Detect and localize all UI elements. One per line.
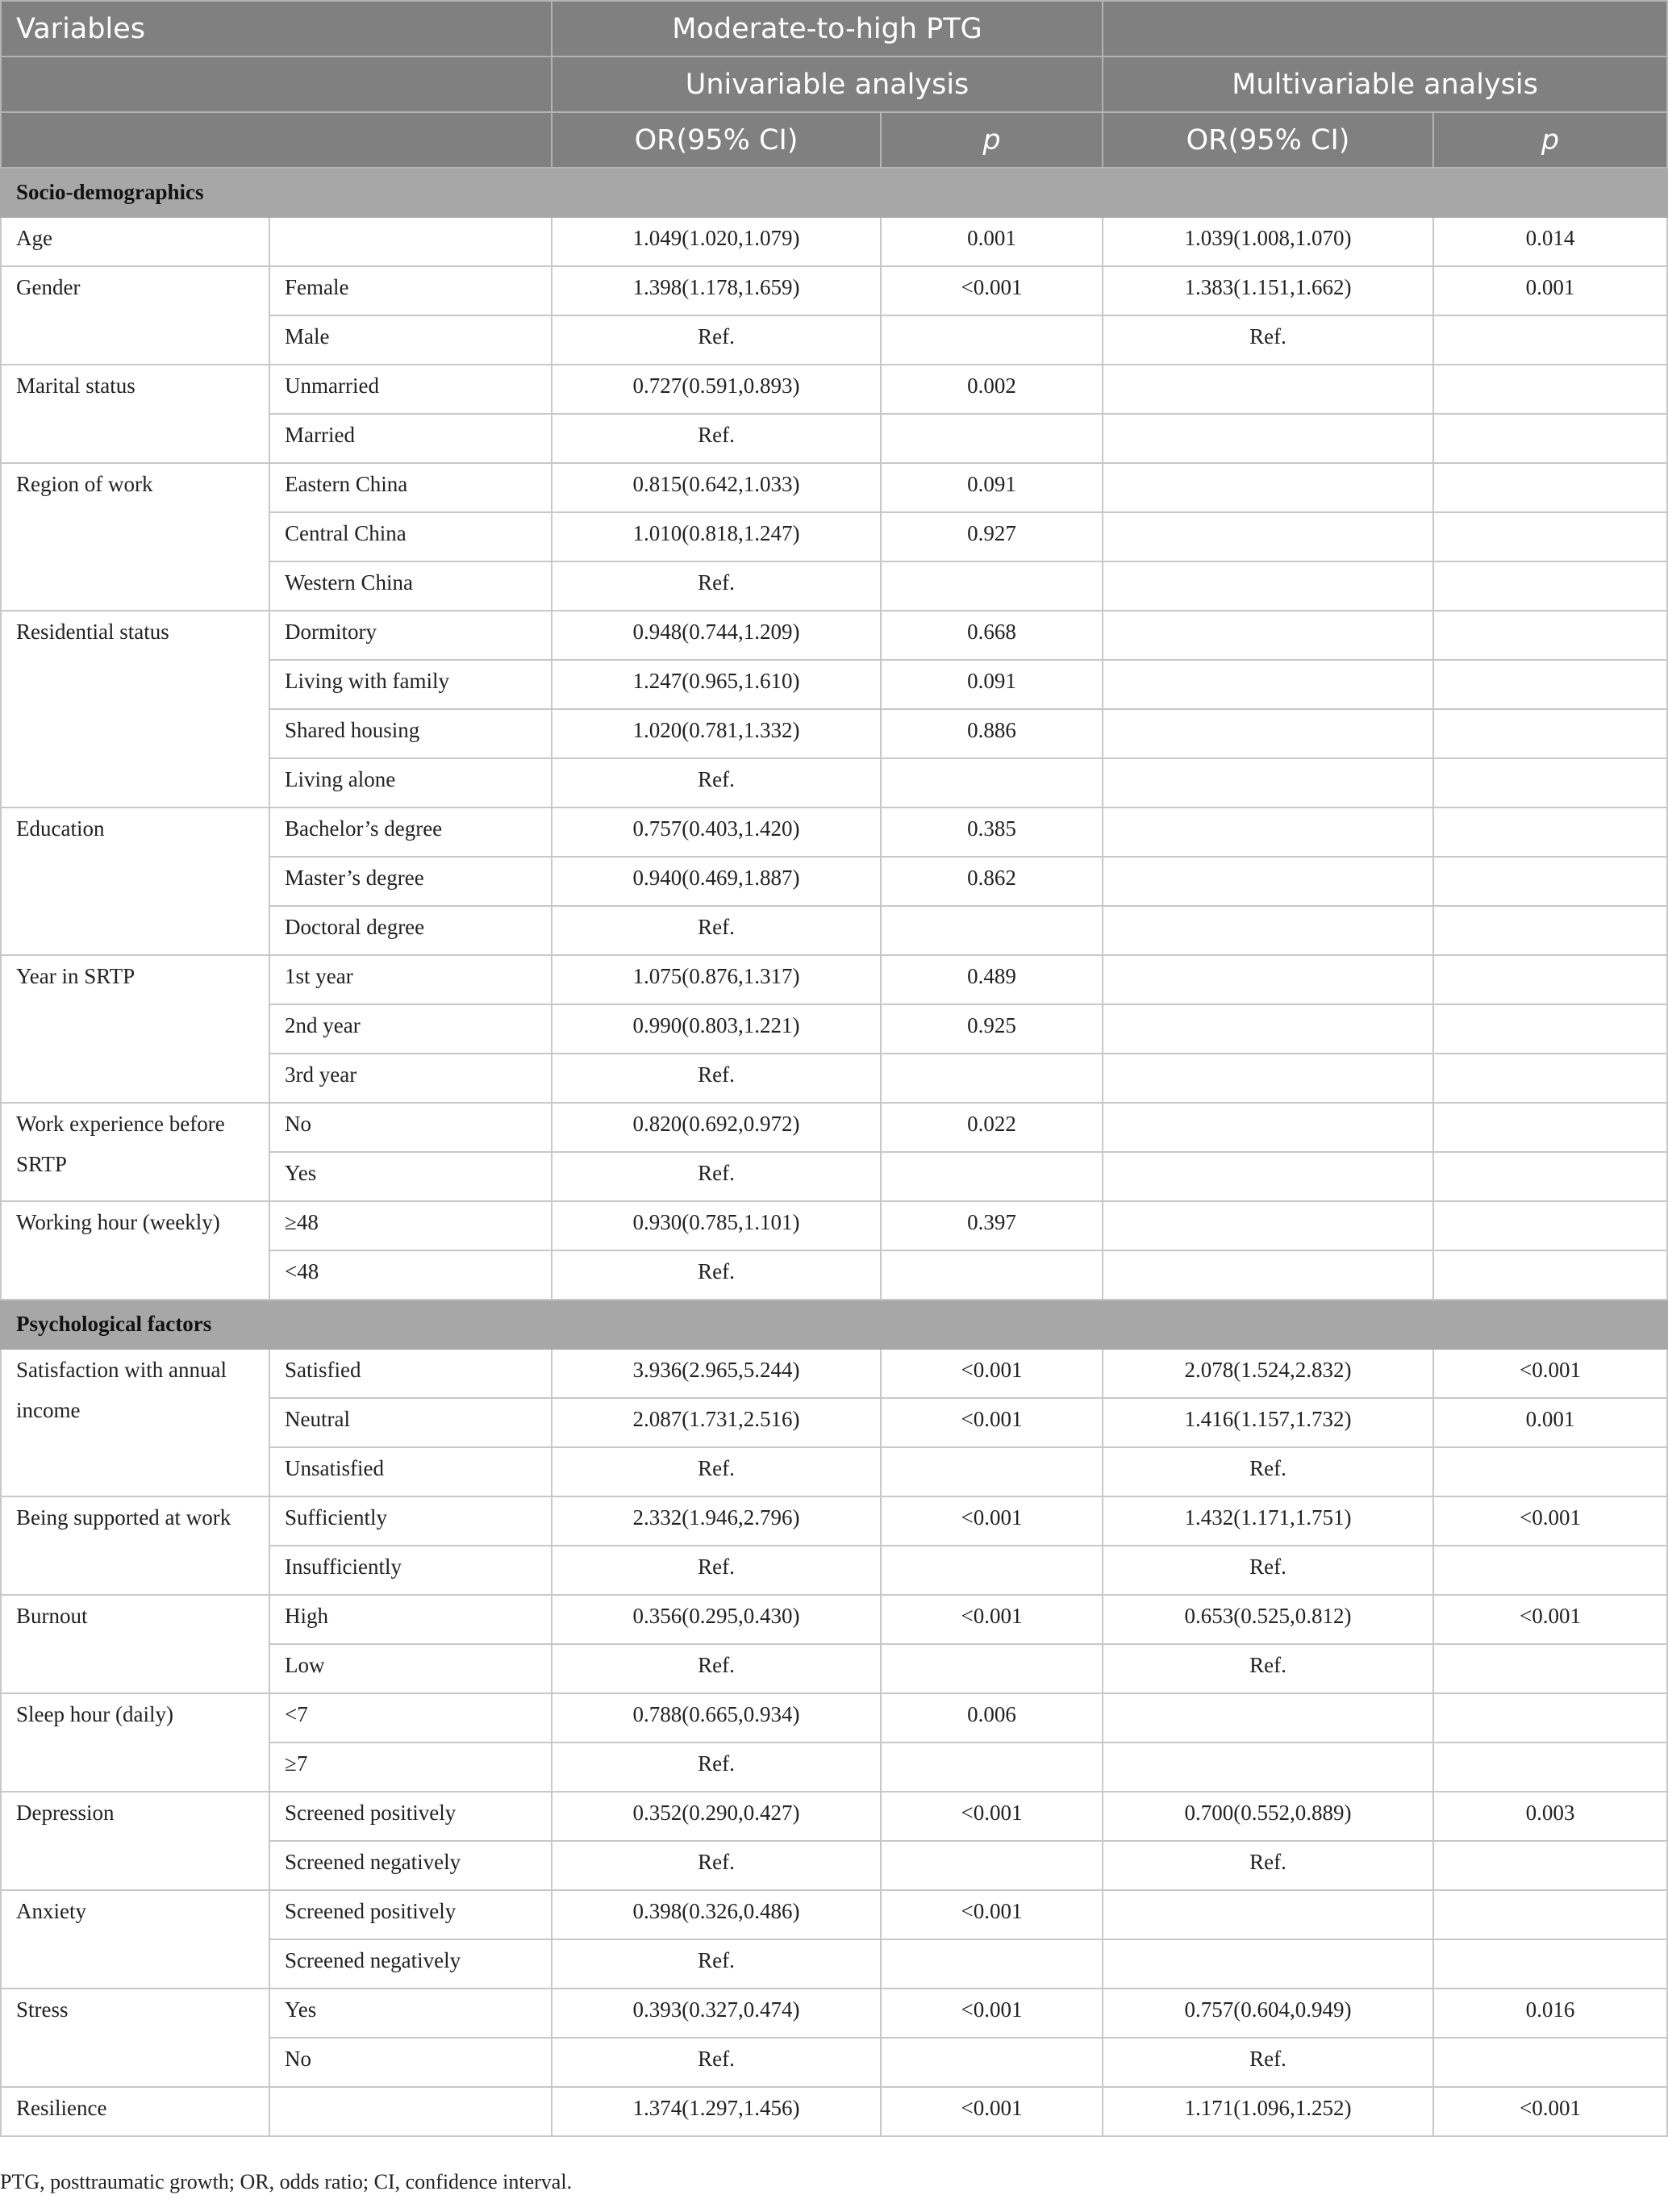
variable-cell: Marital status — [1, 365, 269, 463]
multi-p-cell — [1433, 1742, 1667, 1792]
level-cell: Screened positively — [269, 1890, 552, 1939]
uni-or-cell: Ref. — [552, 561, 881, 611]
uni-or-cell: Ref. — [552, 414, 881, 463]
uni-p-cell — [881, 1939, 1103, 1989]
uni-or-cell: Ref. — [552, 906, 881, 955]
uni-or-cell: 1.398(1.178,1.659) — [552, 266, 881, 315]
multi-p-cell — [1433, 709, 1667, 758]
multi-or-cell: Ref. — [1103, 1447, 1433, 1496]
table-row — [1, 2087, 1667, 2136]
uni-or-cell: 1.049(1.020,1.079) — [552, 217, 881, 266]
multi-p-cell — [1433, 1054, 1667, 1103]
header-multi-p: p — [1433, 112, 1667, 168]
variable-cell: Education — [1, 808, 269, 955]
uni-p-cell — [881, 1447, 1103, 1496]
multi-or-cell: Ref. — [1103, 1546, 1433, 1595]
uni-or-cell: Ref. — [552, 2038, 881, 2087]
variable-cell: Age — [1, 217, 269, 266]
level-cell — [269, 217, 552, 266]
level-cell: Unmarried — [269, 365, 552, 414]
table-header — [1, 1, 1667, 168]
multi-or-cell — [1103, 1742, 1433, 1792]
table-row — [1, 808, 1667, 857]
multi-p-cell — [1433, 808, 1667, 857]
uni-or-cell: 0.788(0.665,0.934) — [552, 1693, 881, 1742]
uni-or-cell: 0.930(0.785,1.101) — [552, 1201, 881, 1250]
multi-or-cell: 0.757(0.604,0.949) — [1103, 1989, 1433, 2038]
header-uni-p: p — [881, 112, 1103, 168]
uni-p-cell — [881, 315, 1103, 365]
multi-p-cell: <0.001 — [1433, 1496, 1667, 1546]
uni-p-cell: 0.001 — [881, 217, 1103, 266]
uni-p-cell — [881, 1054, 1103, 1103]
multi-or-cell — [1103, 1004, 1433, 1054]
multi-or-cell: 1.039(1.008,1.070) — [1103, 217, 1433, 266]
uni-or-cell: 3.936(2.965,5.244) — [552, 1349, 881, 1398]
multi-p-cell — [1433, 1939, 1667, 1989]
uni-p-cell: <0.001 — [881, 1989, 1103, 2038]
variable-cell: Year in SRTP — [1, 955, 269, 1103]
level-cell: Sufficiently — [269, 1496, 552, 1546]
multi-p-cell: 0.014 — [1433, 217, 1667, 266]
header-variables: Variables — [1, 1, 552, 56]
table-row — [1, 611, 1667, 660]
level-cell: Neutral — [269, 1398, 552, 1447]
level-cell: Bachelor’s degree — [269, 808, 552, 857]
uni-p-cell: 0.385 — [881, 808, 1103, 857]
level-cell: Western China — [269, 561, 552, 611]
section-row — [1, 1300, 1667, 1349]
multi-p-cell — [1433, 1447, 1667, 1496]
table-row — [1, 1595, 1667, 1644]
uni-p-cell: 0.022 — [881, 1103, 1103, 1152]
table-row — [1, 1103, 1667, 1152]
level-cell: Central China — [269, 512, 552, 561]
uni-or-cell: Ref. — [552, 1447, 881, 1496]
variable-cell: Residential status — [1, 611, 269, 808]
level-cell: ≥7 — [269, 1742, 552, 1792]
multi-p-cell: 0.001 — [1433, 1398, 1667, 1447]
header-multivariable: Multivariable analysis — [1103, 56, 1667, 112]
multi-p-cell — [1433, 463, 1667, 512]
level-cell: Living alone — [269, 758, 552, 808]
uni-p-cell — [881, 1250, 1103, 1300]
uni-p-cell — [881, 906, 1103, 955]
multi-or-cell: Ref. — [1103, 2038, 1433, 2087]
uni-p-cell: 0.006 — [881, 1693, 1103, 1742]
multi-or-cell: 1.432(1.171,1.751) — [1103, 1496, 1433, 1546]
multi-p-cell: <0.001 — [1433, 1349, 1667, 1398]
level-cell: <48 — [269, 1250, 552, 1300]
uni-or-cell: 1.020(0.781,1.332) — [552, 709, 881, 758]
uni-or-cell: 2.087(1.731,2.516) — [552, 1398, 881, 1447]
uni-or-cell: 0.948(0.744,1.209) — [552, 611, 881, 660]
header-uni-or: OR(95% CI) — [552, 112, 881, 168]
multi-p-cell — [1433, 906, 1667, 955]
uni-or-cell: 0.815(0.642,1.033) — [552, 463, 881, 512]
uni-p-cell: 0.668 — [881, 611, 1103, 660]
section-title: Socio-demographics — [1, 168, 1667, 217]
variable-cell: Stress — [1, 1989, 269, 2087]
multi-or-cell — [1103, 365, 1433, 414]
level-cell: Screened positively — [269, 1792, 552, 1841]
uni-or-cell: Ref. — [552, 315, 881, 365]
multi-p-cell — [1433, 857, 1667, 906]
level-cell: Doctoral degree — [269, 906, 552, 955]
variable-cell: Anxiety — [1, 1890, 269, 1989]
level-cell: Shared housing — [269, 709, 552, 758]
level-cell: Screened negatively — [269, 1939, 552, 1989]
level-cell: Low — [269, 1644, 552, 1693]
uni-or-cell: Ref. — [552, 1054, 881, 1103]
uni-p-cell: 0.091 — [881, 463, 1103, 512]
uni-or-cell: Ref. — [552, 1841, 881, 1890]
variable-cell: Working hour (weekly) — [1, 1201, 269, 1300]
multi-p-cell — [1433, 758, 1667, 808]
multi-or-cell — [1103, 561, 1433, 611]
multi-p-cell: <0.001 — [1433, 1595, 1667, 1644]
multi-p-cell — [1433, 660, 1667, 709]
level-cell: Male — [269, 315, 552, 365]
multi-or-cell — [1103, 758, 1433, 808]
table-row — [1, 1496, 1667, 1546]
level-cell: ≥48 — [269, 1201, 552, 1250]
multi-or-cell — [1103, 906, 1433, 955]
header-outcome: Moderate-to-high PTG — [552, 1, 1103, 56]
level-cell: 2nd year — [269, 1004, 552, 1054]
uni-or-cell: 0.990(0.803,1.221) — [552, 1004, 881, 1054]
multi-or-cell: Ref. — [1103, 315, 1433, 365]
multi-p-cell — [1433, 1201, 1667, 1250]
level-cell: No — [269, 1103, 552, 1152]
uni-or-cell: 0.356(0.295,0.430) — [552, 1595, 881, 1644]
table-row — [1, 1792, 1667, 1841]
variable-cell: Region of work — [1, 463, 269, 611]
header-univariable: Univariable analysis — [552, 56, 1103, 112]
variable-cell: Satisfaction with annual income — [1, 1349, 269, 1496]
multi-or-cell — [1103, 611, 1433, 660]
multi-or-cell — [1103, 1890, 1433, 1939]
table-row — [1, 1890, 1667, 1939]
multi-p-cell — [1433, 1890, 1667, 1939]
uni-or-cell: 0.393(0.327,0.474) — [552, 1989, 881, 2038]
multi-p-cell — [1433, 611, 1667, 660]
multi-p-cell: 0.016 — [1433, 1989, 1667, 2038]
uni-or-cell: Ref. — [552, 1742, 881, 1792]
multi-p-cell — [1433, 365, 1667, 414]
multi-or-cell — [1103, 463, 1433, 512]
uni-p-cell — [881, 2038, 1103, 2087]
uni-p-cell — [881, 758, 1103, 808]
level-cell: Satisfied — [269, 1349, 552, 1398]
uni-or-cell: 0.352(0.290,0.427) — [552, 1792, 881, 1841]
multi-p-cell: 0.001 — [1433, 266, 1667, 315]
variable-cell: Sleep hour (daily) — [1, 1693, 269, 1792]
uni-p-cell — [881, 1841, 1103, 1890]
section-row — [1, 168, 1667, 217]
header-blank — [1, 112, 552, 168]
multi-p-cell — [1433, 561, 1667, 611]
header-multi-or: OR(95% CI) — [1103, 112, 1433, 168]
uni-or-cell: 0.757(0.403,1.420) — [552, 808, 881, 857]
multi-or-cell — [1103, 808, 1433, 857]
multi-or-cell — [1103, 1152, 1433, 1201]
multi-or-cell: 1.171(1.096,1.252) — [1103, 2087, 1433, 2136]
multi-p-cell — [1433, 1152, 1667, 1201]
uni-p-cell: <0.001 — [881, 1349, 1103, 1398]
header-blank — [1103, 1, 1667, 56]
uni-p-cell: 0.927 — [881, 512, 1103, 561]
multi-p-cell — [1433, 955, 1667, 1004]
uni-p-cell: 0.397 — [881, 1201, 1103, 1250]
table-row — [1, 955, 1667, 1004]
multi-or-cell — [1103, 1250, 1433, 1300]
multi-or-cell — [1103, 1693, 1433, 1742]
uni-p-cell: 0.886 — [881, 709, 1103, 758]
uni-p-cell — [881, 414, 1103, 463]
multi-or-cell — [1103, 709, 1433, 758]
multi-p-cell — [1433, 1250, 1667, 1300]
uni-or-cell: Ref. — [552, 1546, 881, 1595]
variable-cell: Being supported at work — [1, 1496, 269, 1595]
table-row — [1, 1989, 1667, 2038]
variable-cell: Gender — [1, 266, 269, 365]
variable-cell: Burnout — [1, 1595, 269, 1693]
multi-p-cell — [1433, 1103, 1667, 1152]
table-footnote: PTG, posttraumatic growth; OR, odds ratio; CI, confidence interval. — [0, 2170, 573, 2193]
table-row — [1, 217, 1667, 266]
multi-or-cell — [1103, 414, 1433, 463]
table-row — [1, 1201, 1667, 1250]
uni-p-cell — [881, 1152, 1103, 1201]
uni-p-cell: <0.001 — [881, 1398, 1103, 1447]
section-title: Psychological factors — [1, 1300, 1667, 1349]
multi-or-cell: 0.653(0.525,0.812) — [1103, 1595, 1433, 1644]
level-cell: Eastern China — [269, 463, 552, 512]
uni-or-cell: 1.010(0.818,1.247) — [552, 512, 881, 561]
uni-p-cell — [881, 561, 1103, 611]
uni-or-cell: 1.247(0.965,1.610) — [552, 660, 881, 709]
level-cell: Unsatisfied — [269, 1447, 552, 1496]
uni-p-cell: <0.001 — [881, 1496, 1103, 1546]
uni-or-cell: 2.332(1.946,2.796) — [552, 1496, 881, 1546]
multi-or-cell: Ref. — [1103, 1841, 1433, 1890]
uni-p-cell: <0.001 — [881, 2087, 1103, 2136]
uni-or-cell: 0.398(0.326,0.486) — [552, 1890, 881, 1939]
multi-or-cell — [1103, 955, 1433, 1004]
level-cell: Screened negatively — [269, 1841, 552, 1890]
multi-p-cell — [1433, 1693, 1667, 1742]
level-cell: Married — [269, 414, 552, 463]
multi-p-cell: 0.003 — [1433, 1792, 1667, 1841]
level-cell: Master’s degree — [269, 857, 552, 906]
level-cell: No — [269, 2038, 552, 2087]
multi-p-cell: <0.001 — [1433, 2087, 1667, 2136]
uni-or-cell: 1.374(1.297,1.456) — [552, 2087, 881, 2136]
multi-or-cell: Ref. — [1103, 1644, 1433, 1693]
uni-or-cell: Ref. — [552, 1152, 881, 1201]
multi-or-cell: 1.416(1.157,1.732) — [1103, 1398, 1433, 1447]
multi-p-cell — [1433, 1644, 1667, 1693]
uni-p-cell: <0.001 — [881, 1792, 1103, 1841]
variable-cell: Resilience — [1, 2087, 269, 2136]
uni-p-cell: 0.925 — [881, 1004, 1103, 1054]
variable-cell: Depression — [1, 1792, 269, 1890]
uni-or-cell: Ref. — [552, 1939, 881, 1989]
header-blank — [1, 56, 552, 112]
table-row — [1, 463, 1667, 512]
level-cell: High — [269, 1595, 552, 1644]
level-cell: Insufficiently — [269, 1546, 552, 1595]
uni-p-cell: <0.001 — [881, 1890, 1103, 1939]
uni-p-cell: 0.489 — [881, 955, 1103, 1004]
uni-or-cell: Ref. — [552, 1644, 881, 1693]
multi-p-cell — [1433, 1546, 1667, 1595]
uni-p-cell — [881, 1742, 1103, 1792]
level-cell: Female — [269, 266, 552, 315]
level-cell: 3rd year — [269, 1054, 552, 1103]
multi-or-cell: 2.078(1.524,2.832) — [1103, 1349, 1433, 1398]
multi-or-cell — [1103, 1103, 1433, 1152]
table-row — [1, 1693, 1667, 1742]
uni-p-cell: 0.862 — [881, 857, 1103, 906]
uni-p-cell: 0.091 — [881, 660, 1103, 709]
multi-or-cell: 1.383(1.151,1.662) — [1103, 266, 1433, 315]
multi-or-cell: 0.700(0.552,0.889) — [1103, 1792, 1433, 1841]
multi-or-cell — [1103, 512, 1433, 561]
multi-p-cell — [1433, 414, 1667, 463]
multi-p-cell — [1433, 2038, 1667, 2087]
level-cell: Yes — [269, 1152, 552, 1201]
multi-or-cell — [1103, 1939, 1433, 1989]
multi-or-cell — [1103, 857, 1433, 906]
multi-or-cell — [1103, 1201, 1433, 1250]
variable-cell: Work experience before SRTP — [1, 1103, 269, 1201]
table-row — [1, 266, 1667, 315]
table-row — [1, 1349, 1667, 1398]
uni-p-cell: <0.001 — [881, 266, 1103, 315]
multi-or-cell — [1103, 660, 1433, 709]
uni-p-cell — [881, 1644, 1103, 1693]
uni-p-cell — [881, 1546, 1103, 1595]
level-cell: <7 — [269, 1693, 552, 1742]
uni-p-cell: 0.002 — [881, 365, 1103, 414]
level-cell: Dormitory — [269, 611, 552, 660]
table-row — [1, 365, 1667, 414]
multi-or-cell — [1103, 1054, 1433, 1103]
uni-or-cell: 1.075(0.876,1.317) — [552, 955, 881, 1004]
uni-or-cell: Ref. — [552, 1250, 881, 1300]
uni-or-cell: 0.940(0.469,1.887) — [552, 857, 881, 906]
level-cell: 1st year — [269, 955, 552, 1004]
uni-or-cell: 0.820(0.692,0.972) — [552, 1103, 881, 1152]
uni-or-cell: 0.727(0.591,0.893) — [552, 365, 881, 414]
uni-or-cell: Ref. — [552, 758, 881, 808]
multi-p-cell — [1433, 512, 1667, 561]
level-cell — [269, 2087, 552, 2136]
multi-p-cell — [1433, 1841, 1667, 1890]
level-cell: Living with family — [269, 660, 552, 709]
multi-p-cell — [1433, 315, 1667, 365]
uni-p-cell: <0.001 — [881, 1595, 1103, 1644]
table-body — [1, 168, 1667, 2136]
multi-p-cell — [1433, 1004, 1667, 1054]
level-cell: Yes — [269, 1989, 552, 2038]
